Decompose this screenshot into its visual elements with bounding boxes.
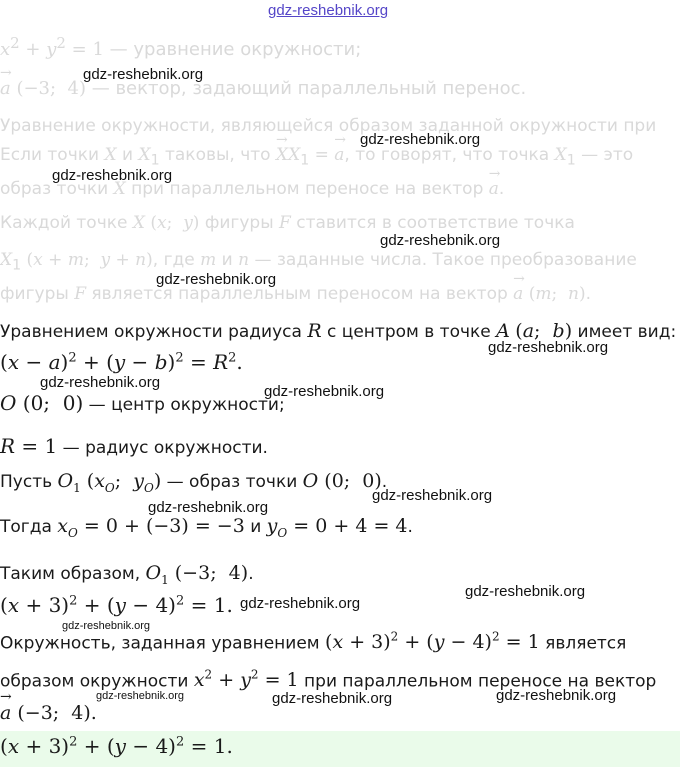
watermark[interactable]: gdz-reshebnik.org (360, 131, 481, 148)
watermark-top[interactable]: gdz-reshebnik.org (268, 2, 389, 19)
watermark[interactable]: gdz-reshebnik.org (496, 687, 617, 704)
faded-line-2-text: — вектор, задающий параллельный перенос. (86, 78, 527, 99)
solution-line-1: Уравнением окружности радиуса R с центром в точке A (a; b) имеет вид: (0, 320, 677, 342)
watermark[interactable]: gdz-reshebnik.org (148, 499, 269, 516)
solution-line-5: Пусть $O_1$ ($x_O$; $y_O$) — образ точки O (0; 0). (0, 470, 388, 495)
watermark[interactable]: gdz-reshebnik.org (156, 271, 277, 288)
watermark[interactable]: gdz-reshebnik.org (272, 690, 393, 707)
watermark[interactable]: gdz-reshebnik.org (264, 383, 385, 400)
faded-line-8: фигуры F является параллельным переносом на вектор → a (m; n). (0, 284, 591, 304)
faded-line-4: Если точки X и $X_1$ таковы, что → $XX_1$ = → a, то говорят, что точка $X_1$ — это (0, 145, 633, 168)
faded-line-3: Уравнение окружности, являющейся образом заданной окружности при (0, 116, 657, 136)
watermark[interactable]: gdz-reshebnik.org (83, 66, 204, 83)
solution-line-9: Окружность, заданная уравнением $(x + 3)^2 + (y - 4)^2 = 1$ является (0, 630, 627, 654)
watermark[interactable]: gdz-reshebnik.org (465, 583, 586, 600)
answer-equation: $(x + 3)^2 + (y - 4)^2 = 1$. (0, 734, 233, 758)
solution-line-2: $(x - a)^2 + (y - b)^2 = R^2$. (0, 350, 243, 374)
watermark[interactable]: gdz-reshebnik.org (40, 374, 161, 391)
watermark[interactable]: gdz-reshebnik.org (380, 232, 501, 249)
watermark[interactable]: gdz-reshebnik.org (240, 595, 361, 612)
faded-line-7: $X_1$ (x + m; y + n), где m и n — заданные числа. Такое преобразование (0, 250, 637, 274)
solution-line-6: Тогда $x_O = 0 + (-3) = -3$ и $y_O = 0 + 4 = 4$. (0, 515, 413, 540)
solution-line-3: O (0; 0) — центр окружности; (0, 391, 285, 415)
watermark[interactable]: gdz-reshebnik.org (488, 339, 609, 356)
watermark[interactable]: gdz-reshebnik.org (62, 620, 151, 632)
solution-line-4: R = 1 — радиус окружности. (0, 434, 268, 458)
watermark[interactable]: gdz-reshebnik.org (52, 167, 173, 184)
watermark[interactable]: gdz-reshebnik.org (372, 487, 493, 504)
watermark[interactable]: gdz-reshebnik.org (96, 690, 185, 702)
solution-line-10: образом окружности $x^2 + y^2 = 1$ при параллельном переносе на вектор (0, 668, 657, 692)
faded-line-5: образ точки X при параллельном переносе на вектор → a. (0, 179, 504, 199)
faded-line-2: → a (−3; 4) — вектор, задающий параллельный перенос. (0, 78, 526, 99)
faded-line-1-text: — уравнение окружности; (103, 39, 362, 60)
faded-line-1: $x^2 + y^2 = 1$ — уравнение окружности; (0, 34, 362, 60)
answer-box (0, 731, 680, 767)
solution-line-8: $(x + 3)^2 + (y - 4)^2 = 1$. (0, 593, 233, 617)
solution-line-11: → a (−3; 4). (0, 702, 97, 724)
solution-line-7: Таким образом, $O_1$ (−3; 4). (0, 562, 254, 587)
faded-line-6: Каждой точке X (x; y) фигуры F ставится в соответствие точка (0, 213, 575, 233)
